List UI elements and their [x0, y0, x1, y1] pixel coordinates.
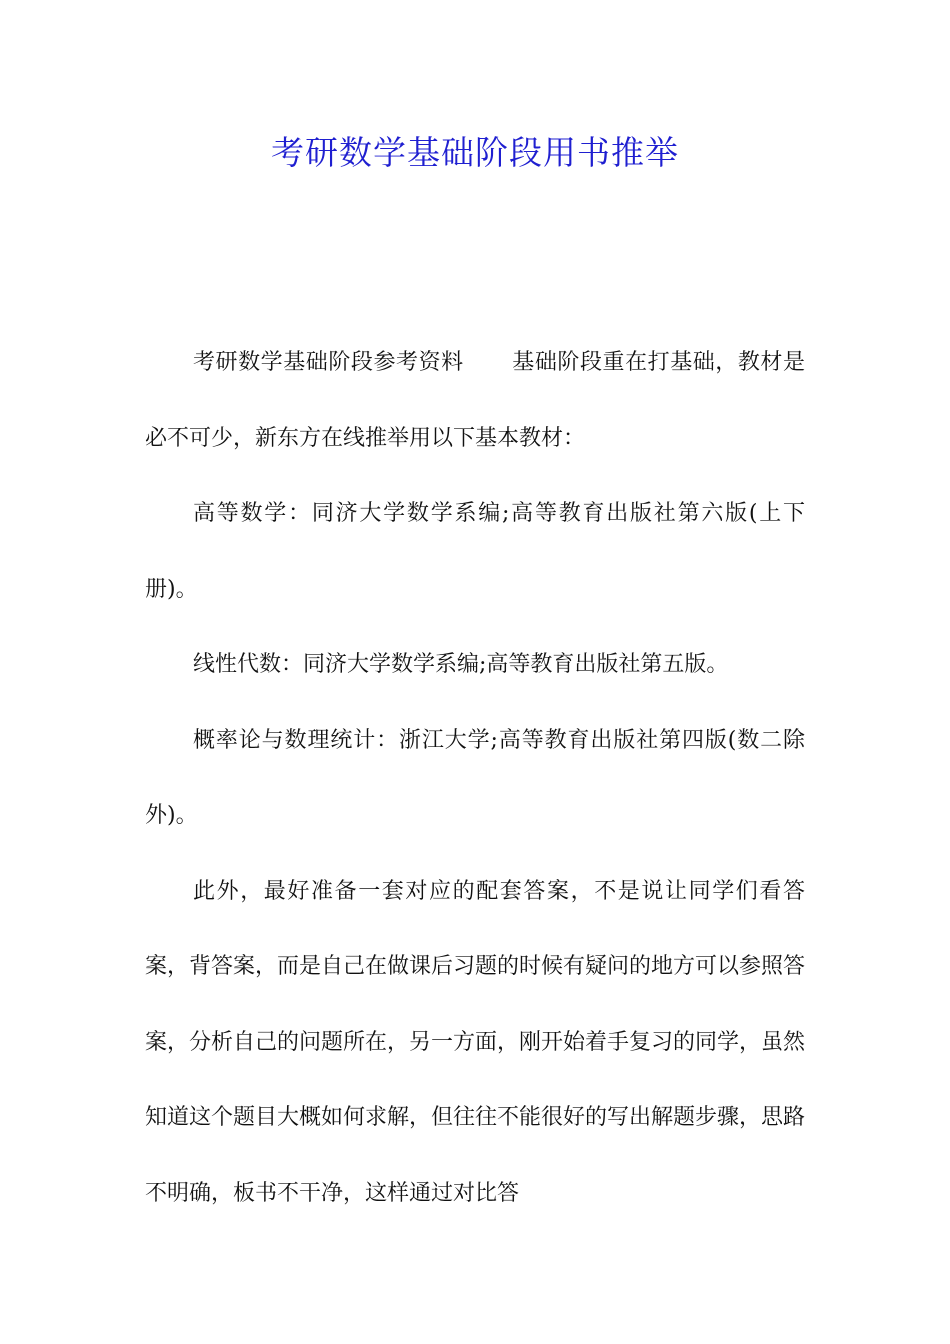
paragraph-calculus-book: 高等数学：同济大学数学系编;高等教育出版社第六版(上下册)。	[145, 501, 805, 602]
document-body	[145, 325, 805, 1231]
paragraph-text: 基础阶段重在打基础，教材是必不可少，新东方在线推举用以下基本教材：	[145, 350, 805, 451]
paragraph-probability-book: 概率论与数理统计：浙江大学;高等教育出版社第四版(数二除外)。	[145, 727, 805, 828]
paragraph-lead: 考研数学基础阶段参考资料	[193, 350, 464, 375]
paragraph-answer-advice: 此外，最好准备一套对应的配套答案，不是说让同学们看答案，背答案，而是自己在做课后习题的时候有疑问的地方可以参照答案，分析自己的问题所在，另一方面，刚开始着手复习的同学，虽然知道这个题目大概如何求解，但往往不能很好的写出解题步骤，思路不明确，板书不干净，这样通过对比答	[145, 878, 806, 1206]
paragraph-linear-algebra-book: 线性代数：同济大学数学系编;高等教育出版社第五版。	[193, 652, 729, 677]
paragraph-intro	[145, 325, 805, 476]
document-title: 考研数学基础阶段用书推举	[271, 133, 679, 172]
